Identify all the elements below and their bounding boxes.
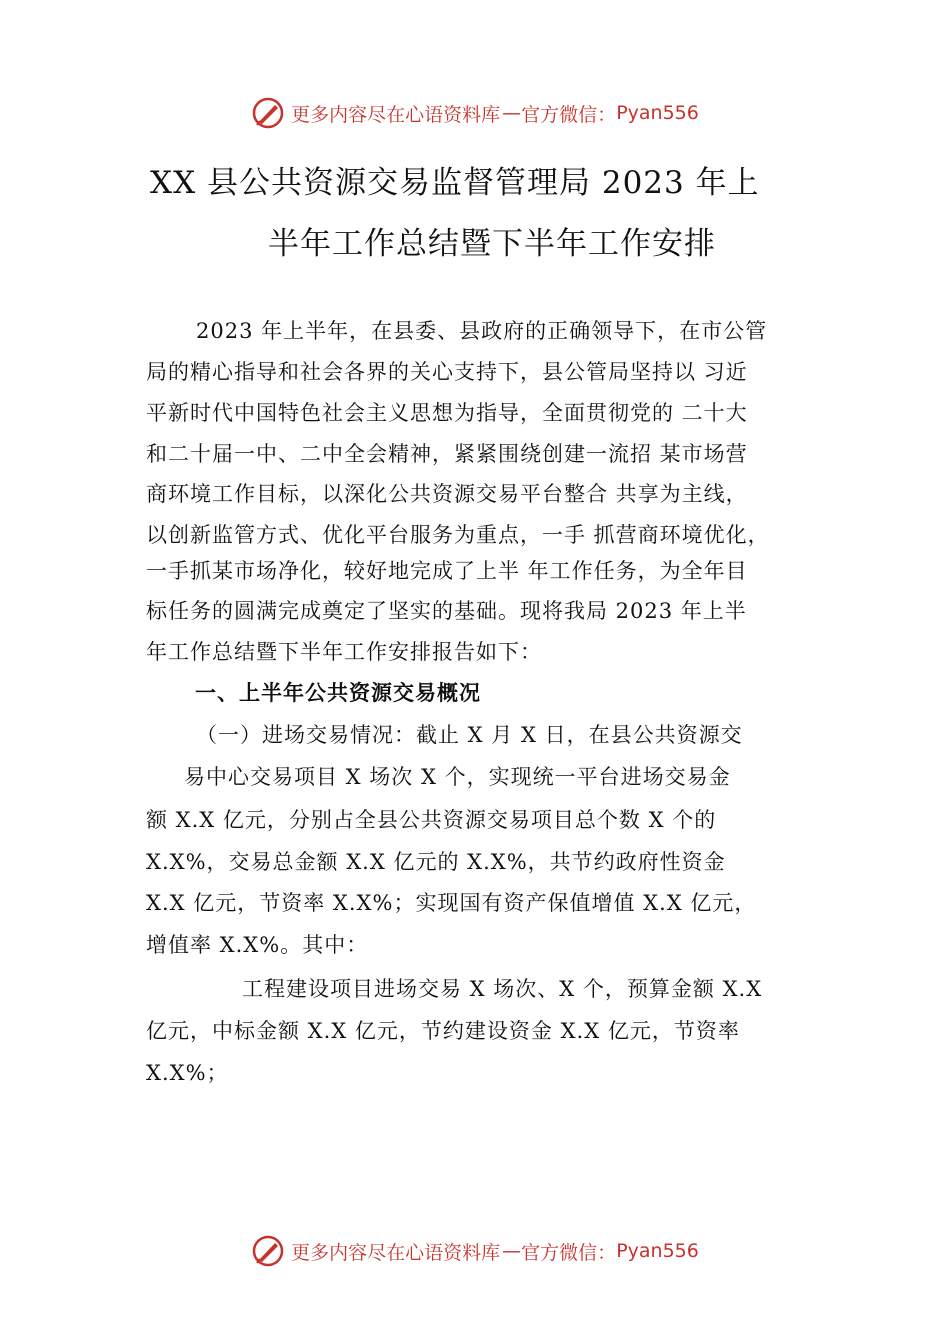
banner-wechat-handle: Pyan556	[616, 1240, 699, 1262]
intro-line: 标任务的圆满完成奠定了坚实的基础。现将我局 2023 年上半	[146, 599, 747, 623]
header-banner	[0, 96, 950, 130]
section-heading: 一、上半年公共资源交易概况	[195, 681, 481, 705]
document-title-line2: 半年工作总结暨下半年工作安排	[268, 226, 716, 262]
intro-line: 以创新监管方式、优化平台服务为重点，一手 抓营商环境优化，	[146, 523, 770, 547]
banner-separator: —	[502, 1240, 522, 1262]
banner-text: 更多内容尽在心语资料库	[291, 103, 501, 126]
banner-wechat-handle: Pyan556	[616, 102, 699, 124]
banner-separator: —	[502, 102, 522, 124]
sub1-line: X.X%，交易总金额 X.X 亿元的 X.X%，共节约政府性资金	[146, 850, 726, 874]
sub1-line: （一）进场交易情况：截止 X 月 X 日，在县公共资源交	[196, 723, 743, 747]
sub1-line: X.X 亿元，节资率 X.X%；实现国有资产保值增值 X.X 亿元，	[146, 891, 757, 915]
pen-seal-logo-icon	[251, 1234, 285, 1268]
intro-line: 局的精心指导和社会各界的关心支持下，县公管局坚持以 习近	[146, 360, 748, 384]
intro-line: 年工作总结暨下半年工作安排报告如下：	[146, 640, 542, 664]
intro-line: 平新时代中国特色社会主义思想为指导，全面贯彻党的 二十大	[146, 401, 748, 425]
banner-text: 更多内容尽在心语资料库	[291, 1241, 501, 1264]
document-title-line1: XX 县公共资源交易监督管理局 2023 年上	[150, 165, 760, 201]
sub2-line: X.X%；	[146, 1061, 229, 1085]
intro-line: 2023 年上半年，在县委、县政府的正确领导下，在市公管	[196, 319, 768, 343]
sub2-line: 工程建设项目进场交易 X 场次、X 个，预算金额 X.X	[242, 977, 763, 1001]
pen-seal-logo-icon	[251, 96, 285, 130]
sub2-line: 亿元，中标金额 X.X 亿元，节约建设资金 X.X 亿元，节资率	[146, 1019, 740, 1043]
banner-wechat-label: 官方微信：	[521, 103, 617, 126]
sub1-line: 增值率 X.X%。其中：	[146, 933, 369, 957]
intro-line: 商环境工作目标，以深化公共资源交易平台整合 共享为主线，	[146, 482, 748, 506]
intro-line: 一手抓某市场净化，较好地完成了上半 年工作任务，为全年目	[146, 559, 748, 583]
banner-wechat-label: 官方微信：	[521, 1241, 617, 1264]
sub1-line: 易中心交易项目 X 场次 X 个，实现统一平台进场交易金	[184, 765, 731, 789]
footer-banner	[0, 1234, 950, 1268]
intro-line: 和二十届一中、二中全会精神，紧紧围绕创建一流招 某市场营	[146, 442, 748, 466]
sub1-line: 额 X.X 亿元，分别占全县公共资源交易项目总个数 X 个的	[146, 808, 717, 832]
